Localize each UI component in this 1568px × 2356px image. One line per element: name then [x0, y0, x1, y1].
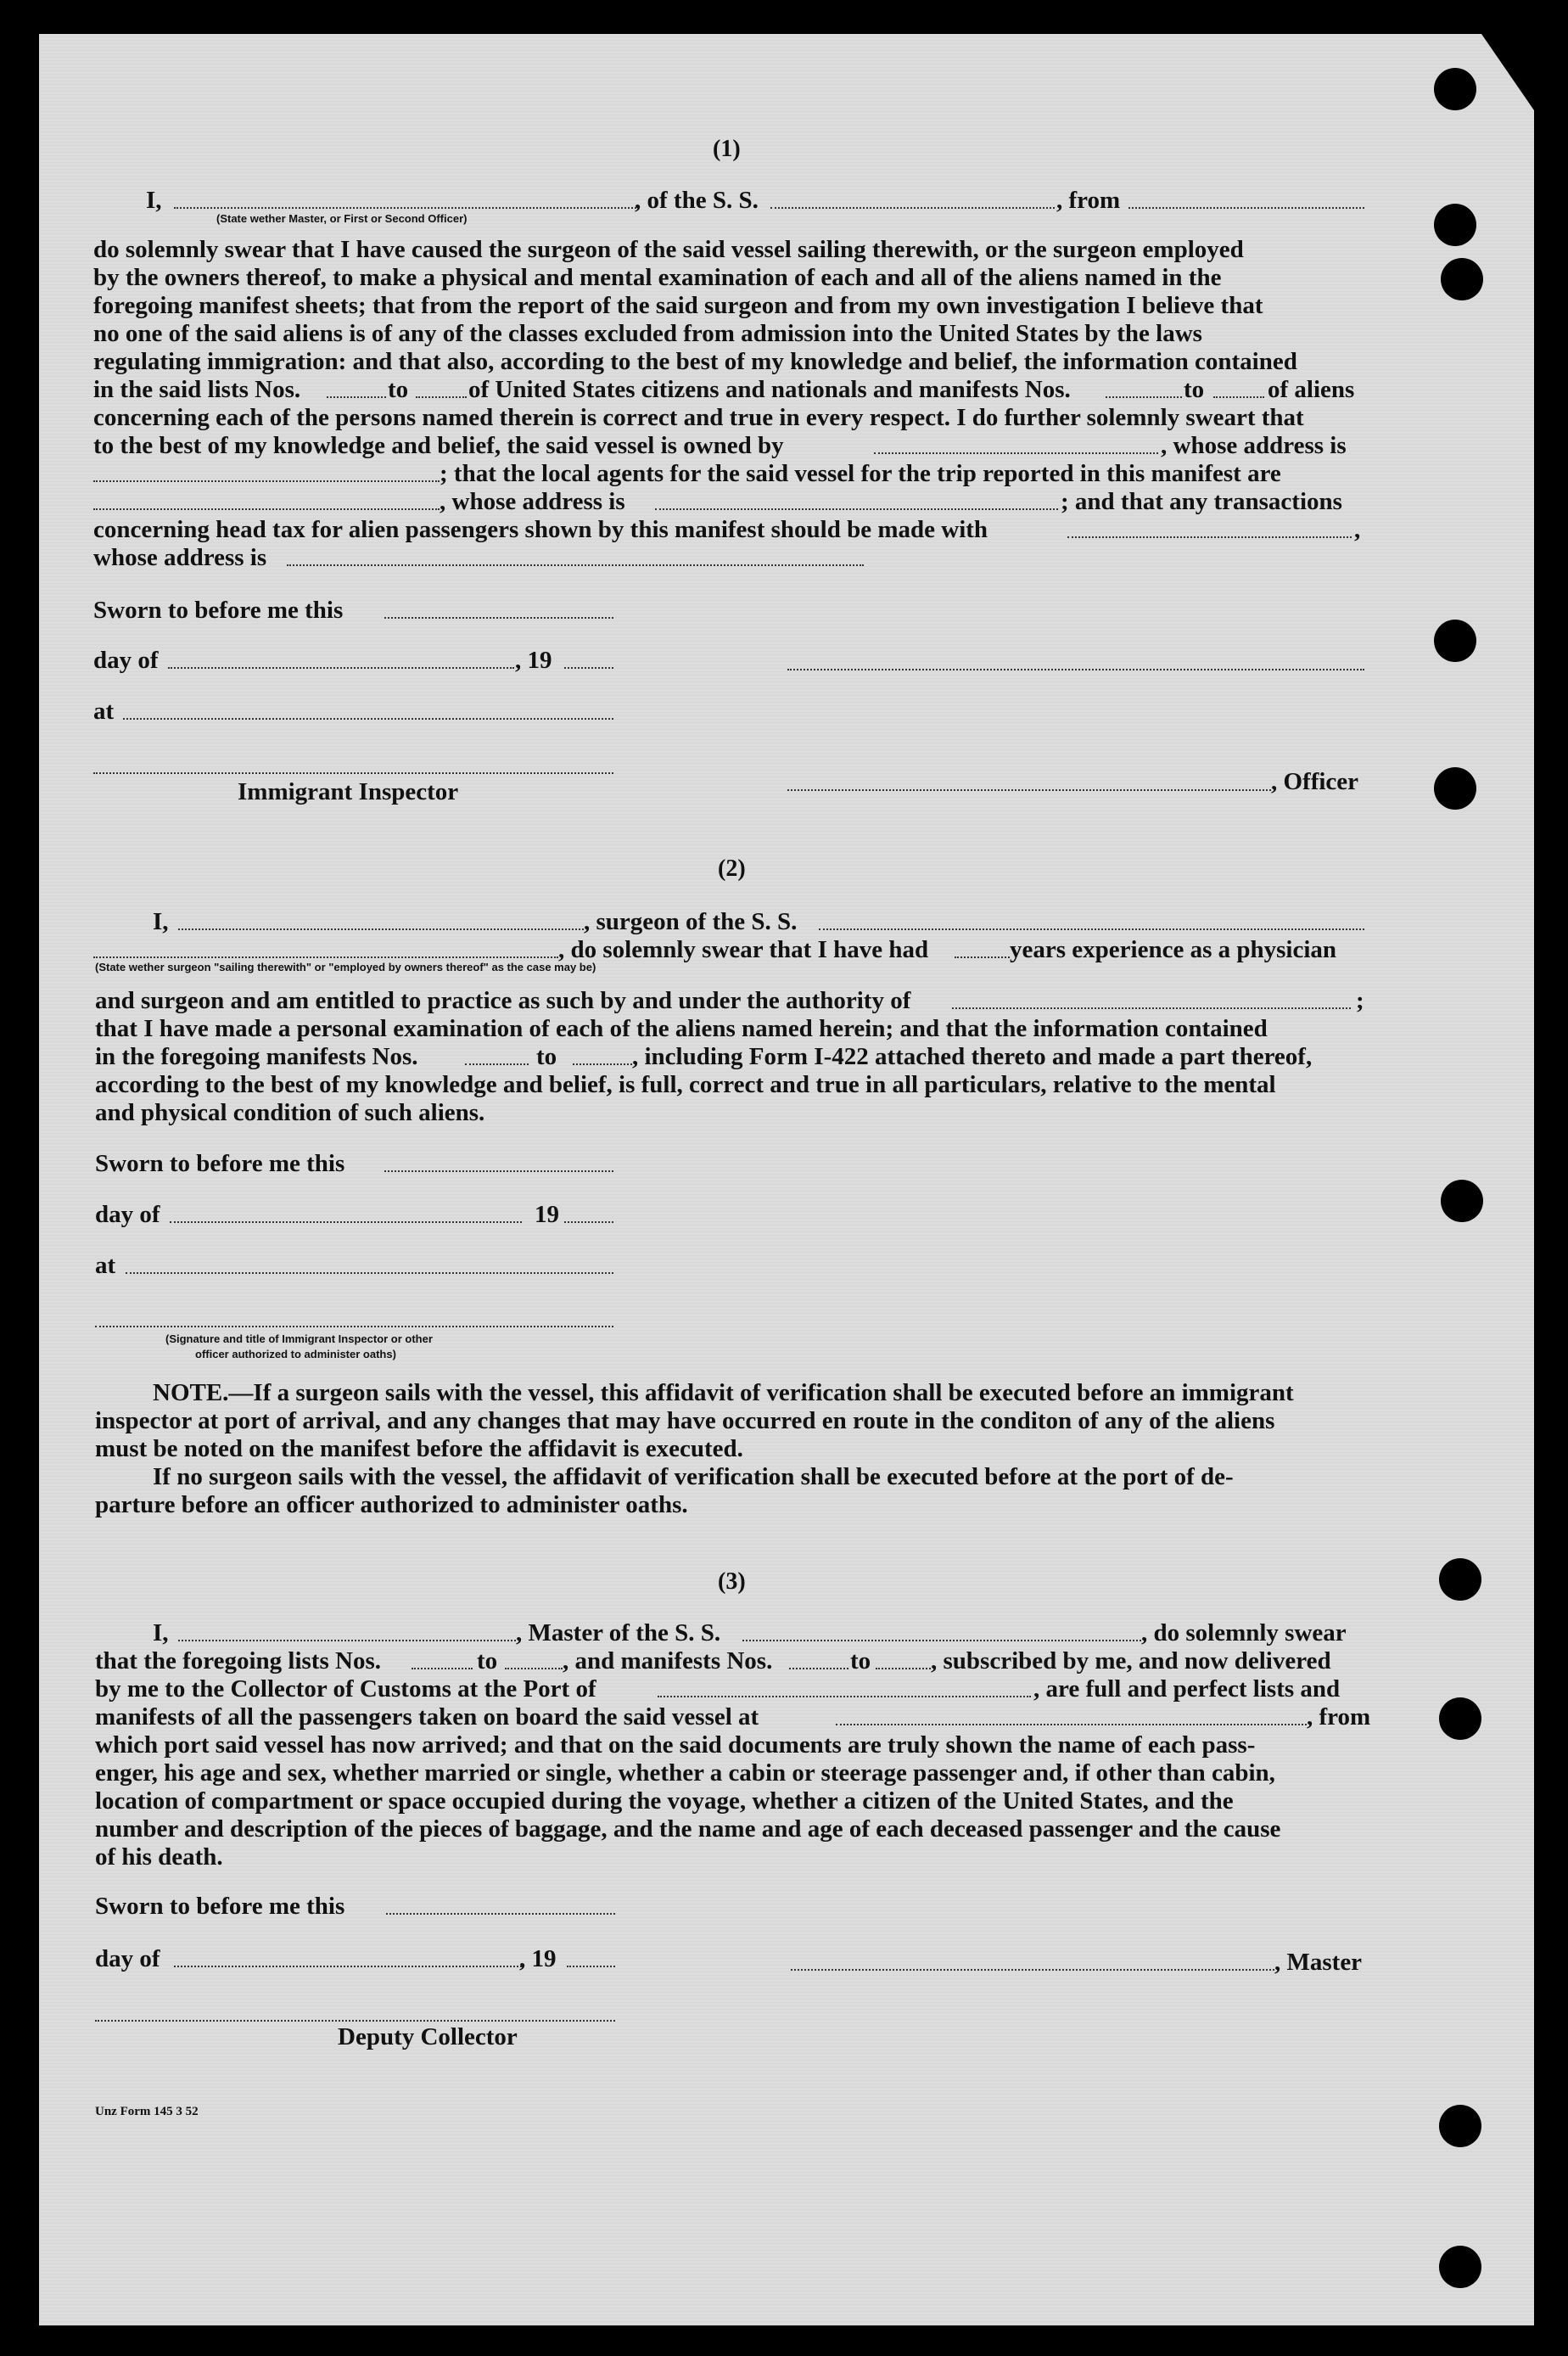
s1-officer-note: (State wether Master, or First or Second Officer): [216, 212, 468, 225]
s2-year-field[interactable]: [564, 1221, 613, 1223]
s1-lists-to: to: [388, 376, 409, 403]
binder-hole: [1439, 1558, 1481, 1601]
s1-body-line: foregoing manifest sheets; that from the report of the said surgeon and from my own investigation I believe that: [93, 292, 1263, 319]
s3-line2-a: that the foregoing lists Nos.: [95, 1647, 381, 1674]
s2-authority-field[interactable]: [952, 1007, 1351, 1009]
s3-lists-from-field[interactable]: [412, 1668, 473, 1669]
s3-deputy-sign-field[interactable]: [95, 2020, 615, 2022]
s1-lists-c: of aliens: [1268, 376, 1355, 403]
s3-day-of: day of: [95, 1945, 160, 1972]
s2-name-field[interactable]: [178, 928, 584, 930]
s3-day-field[interactable]: [174, 1966, 522, 1967]
s1-manifest-from-field[interactable]: [1106, 396, 1182, 398]
s3-master: , Master of the S. S.: [516, 1619, 721, 1646]
s1-signature-field[interactable]: [787, 669, 1364, 670]
s1-lists-from-field[interactable]: [327, 396, 386, 398]
binder-hole: [1439, 2246, 1481, 2288]
s3-master-sign-field[interactable]: [791, 1969, 1274, 1971]
s1-year-field[interactable]: [564, 667, 613, 669]
s3-line2-b: , and manifests Nos.: [563, 1647, 773, 1674]
s1-headtax-b: ,: [1354, 516, 1361, 543]
s1-from: , from: [1056, 187, 1121, 214]
s1-of-ss: , of the S. S.: [635, 187, 759, 214]
s1-headtax-address-field[interactable]: [287, 564, 864, 566]
s2-sig-note-1: (Signature and title of Immigrant Inspector or other: [165, 1332, 433, 1345]
s1-whose-address: whose address is: [93, 544, 267, 571]
s1-sworn: Sworn to before me this: [93, 597, 344, 624]
s2-sworn: Sworn to before me this: [95, 1150, 345, 1177]
s2-years-field[interactable]: [955, 956, 1010, 958]
s1-body-line: regulating immigration: and that also, according to the best of my knowledge and belief, the information contained: [93, 348, 1297, 375]
s3-year: , 19: [519, 1945, 557, 1972]
s1-sworn-field[interactable]: [384, 617, 613, 619]
binder-hole: [1434, 767, 1476, 810]
s1-lists-b: of United States citizens and nationals and manifests Nos.: [468, 376, 1071, 403]
s2-day-field[interactable]: [170, 1221, 522, 1223]
s1-address-a: , whose address is: [440, 488, 625, 515]
s3-body-line: of his death.: [95, 1843, 223, 1871]
binder-hole: [1434, 204, 1476, 246]
s2-vessel-field[interactable]: [819, 928, 1364, 930]
s2-at-field[interactable]: [126, 1272, 613, 1274]
s1-i: I,: [146, 187, 162, 214]
s3-line4-a: manifests of all the passengers taken on board the said vessel at: [95, 1703, 759, 1731]
s3-line2-c: , subscribed by me, and now delivered: [931, 1647, 1331, 1674]
s2-at: at: [95, 1252, 116, 1279]
s1-at-field[interactable]: [123, 718, 613, 720]
s2-i: I,: [153, 908, 169, 935]
s1-agents-address-field[interactable]: [655, 508, 1058, 510]
s1-owner-field[interactable]: [874, 452, 1158, 454]
binder-hole: [1434, 620, 1476, 662]
s3-sworn: Sworn to before me this: [95, 1893, 345, 1920]
s2-note-line: If no surgeon sails with the vessel, the affidavit of verification shall be executed before at the port of de-: [153, 1463, 1234, 1490]
s2-sig-note-2: officer authorized to administer oaths): [195, 1348, 396, 1360]
s2-status-field[interactable]: [93, 956, 558, 958]
s1-owner-address-field[interactable]: [93, 480, 440, 482]
s1-owned-b: , whose address is: [1161, 432, 1347, 459]
form-number: Unz Form 145 3 52: [95, 2105, 199, 2118]
s1-day-of: day of: [93, 647, 159, 674]
s1-body-line: no one of the said aliens is of any of the classes excluded from admission into the United States by the laws: [93, 320, 1202, 347]
s3-line2-to1: to: [477, 1647, 498, 1674]
s2-line5-a: in the foregoing manifests Nos.: [95, 1043, 418, 1070]
s1-agents-field[interactable]: [93, 508, 440, 510]
binder-hole: [1434, 68, 1476, 110]
s2-manifest-from-field[interactable]: [465, 1063, 529, 1065]
s2-note-line: inspector at port of arrival, and any changes that may have occurred en route in the conditon of any of the aliens: [95, 1407, 1275, 1434]
s3-i: I,: [153, 1619, 169, 1646]
binder-hole: [1439, 1697, 1481, 1740]
s3-manifest-from-field[interactable]: [789, 1668, 848, 1669]
s2-line2-b: years experience as a physician: [1010, 936, 1337, 963]
s2-line3-b: ;: [1356, 987, 1364, 1014]
s2-sworn-field[interactable]: [384, 1170, 613, 1172]
s2-line4: that I have made a personal examination of each of the aliens named herein; and that the information contained: [95, 1015, 1268, 1042]
section-1-number: (1): [713, 136, 741, 162]
s1-officer-label: , Officer: [1271, 768, 1359, 795]
s2-line6: according to the best of my knowledge and belief, is full, correct and true in all particulars, relative to the mental: [95, 1071, 1276, 1098]
binder-hole: [1439, 2105, 1481, 2147]
binder-hole: [1441, 1180, 1483, 1222]
s1-vessel-field[interactable]: [770, 207, 1055, 209]
s3-vessel-field[interactable]: [742, 1640, 1141, 1641]
s3-body-line: location of compartment or space occupied during the voyage, whether a citizen of the United States, and the: [95, 1787, 1234, 1815]
s3-swear: , do solemnly swear: [1141, 1619, 1347, 1646]
s2-day-of: day of: [95, 1201, 160, 1228]
s1-headtax-field[interactable]: [1067, 536, 1352, 538]
s1-headtax-a: concerning head tax for alien passengers shown by this manifest should be made with: [93, 516, 988, 543]
s3-line3-a: by me to the Collector of Customs at the Port of: [95, 1675, 596, 1702]
s1-manifest-to-field[interactable]: [1213, 396, 1264, 398]
s2-line2-a: , do solemnly swear that I have had: [558, 936, 929, 963]
s1-address-b: ; and that any transactions: [1061, 488, 1342, 515]
s2-line5-to: to: [536, 1043, 557, 1070]
s1-inspector-sign-field[interactable]: [93, 772, 613, 774]
s2-year: 19: [535, 1201, 559, 1228]
s2-note-line: NOTE.—If a surgeon sails with the vessel, this affidavit of verification shall be executed before an immigrant: [153, 1379, 1294, 1406]
s3-master-label: , Master: [1274, 1949, 1363, 1976]
s1-name-field[interactable]: [174, 207, 636, 209]
s3-name-field[interactable]: [178, 1640, 516, 1641]
s2-line7: and physical condition of such aliens.: [95, 1099, 485, 1126]
s2-status-note: (State wether surgeon "sailing therewith" or "employed by owners thereof" as the case may be): [95, 961, 596, 973]
s3-body-line: enger, his age and sex, whether married or single, whether a cabin or steerage passenger and, if other than cabin,: [95, 1759, 1275, 1787]
s1-body-line: by the owners thereof, to make a physical and mental examination of each and all of the aliens named in the: [93, 264, 1222, 291]
s2-signature-field[interactable]: [95, 1326, 613, 1327]
s1-owned-a: to the best of my knowledge and belief, the said vessel is owned by: [93, 432, 784, 459]
s2-manifest-to-field[interactable]: [573, 1063, 632, 1065]
s1-inspector-label: Immigrant Inspector: [238, 778, 459, 805]
s2-note-line: parture before an officer authorized to administer oaths.: [95, 1491, 688, 1518]
s1-lists-a: in the said lists Nos.: [93, 376, 301, 403]
s2-line5-b: , including Form I-422 attached thereto and made a part thereof,: [632, 1043, 1313, 1070]
s1-agents: ; that the local agents for the said vessel for the trip reported in this manifest are: [440, 460, 1281, 487]
s3-sworn-field[interactable]: [386, 1913, 615, 1915]
section-2-number: (2): [718, 855, 746, 882]
s3-line4-b: , from: [1307, 1703, 1371, 1731]
s3-line3-b: , are full and perfect lists and: [1033, 1675, 1341, 1702]
s1-lists-to2: to: [1184, 376, 1205, 403]
s1-from-field[interactable]: [1128, 207, 1364, 209]
section-3-number: (3): [718, 1568, 746, 1595]
s1-year: , 19: [515, 647, 552, 674]
s1-at: at: [93, 698, 115, 725]
s1-day-field[interactable]: [168, 667, 514, 669]
s3-manifest-to-field[interactable]: [876, 1668, 931, 1669]
s3-line2-to2: to: [850, 1647, 871, 1674]
s3-year-field[interactable]: [567, 1966, 615, 1967]
s3-boarded-at-field[interactable]: [836, 1724, 1307, 1725]
s2-line3-a: and surgeon and am entitled to practice as such by and under the authority of: [95, 987, 911, 1014]
s1-concerning: concerning each of the persons named therein is correct and true in every respect. I do further solemnly sweart that: [93, 404, 1304, 431]
binder-hole: [1441, 258, 1483, 300]
s3-port-field[interactable]: [658, 1696, 1031, 1697]
s1-body-line: do solemnly swear that I have caused the surgeon of the said vessel sailing therewith, or the surgeon employed: [93, 236, 1244, 263]
s1-lists-to-field[interactable]: [416, 396, 467, 398]
s3-lists-to-field[interactable]: [505, 1668, 563, 1669]
s1-officer-sign-field[interactable]: [787, 789, 1271, 791]
s3-body-line: which port said vessel has now arrived; and that on the said documents are truly shown the name of each pass-: [95, 1731, 1256, 1759]
s2-surgeon: , surgeon of the S. S.: [584, 908, 798, 935]
s3-body-line: number and description of the pieces of baggage, and the name and age of each deceased passenger and the cause: [95, 1815, 1281, 1843]
s2-note-line: must be noted on the manifest before the affidavit is executed.: [95, 1435, 743, 1462]
s3-deputy-label: Deputy Collector: [338, 2023, 518, 2050]
